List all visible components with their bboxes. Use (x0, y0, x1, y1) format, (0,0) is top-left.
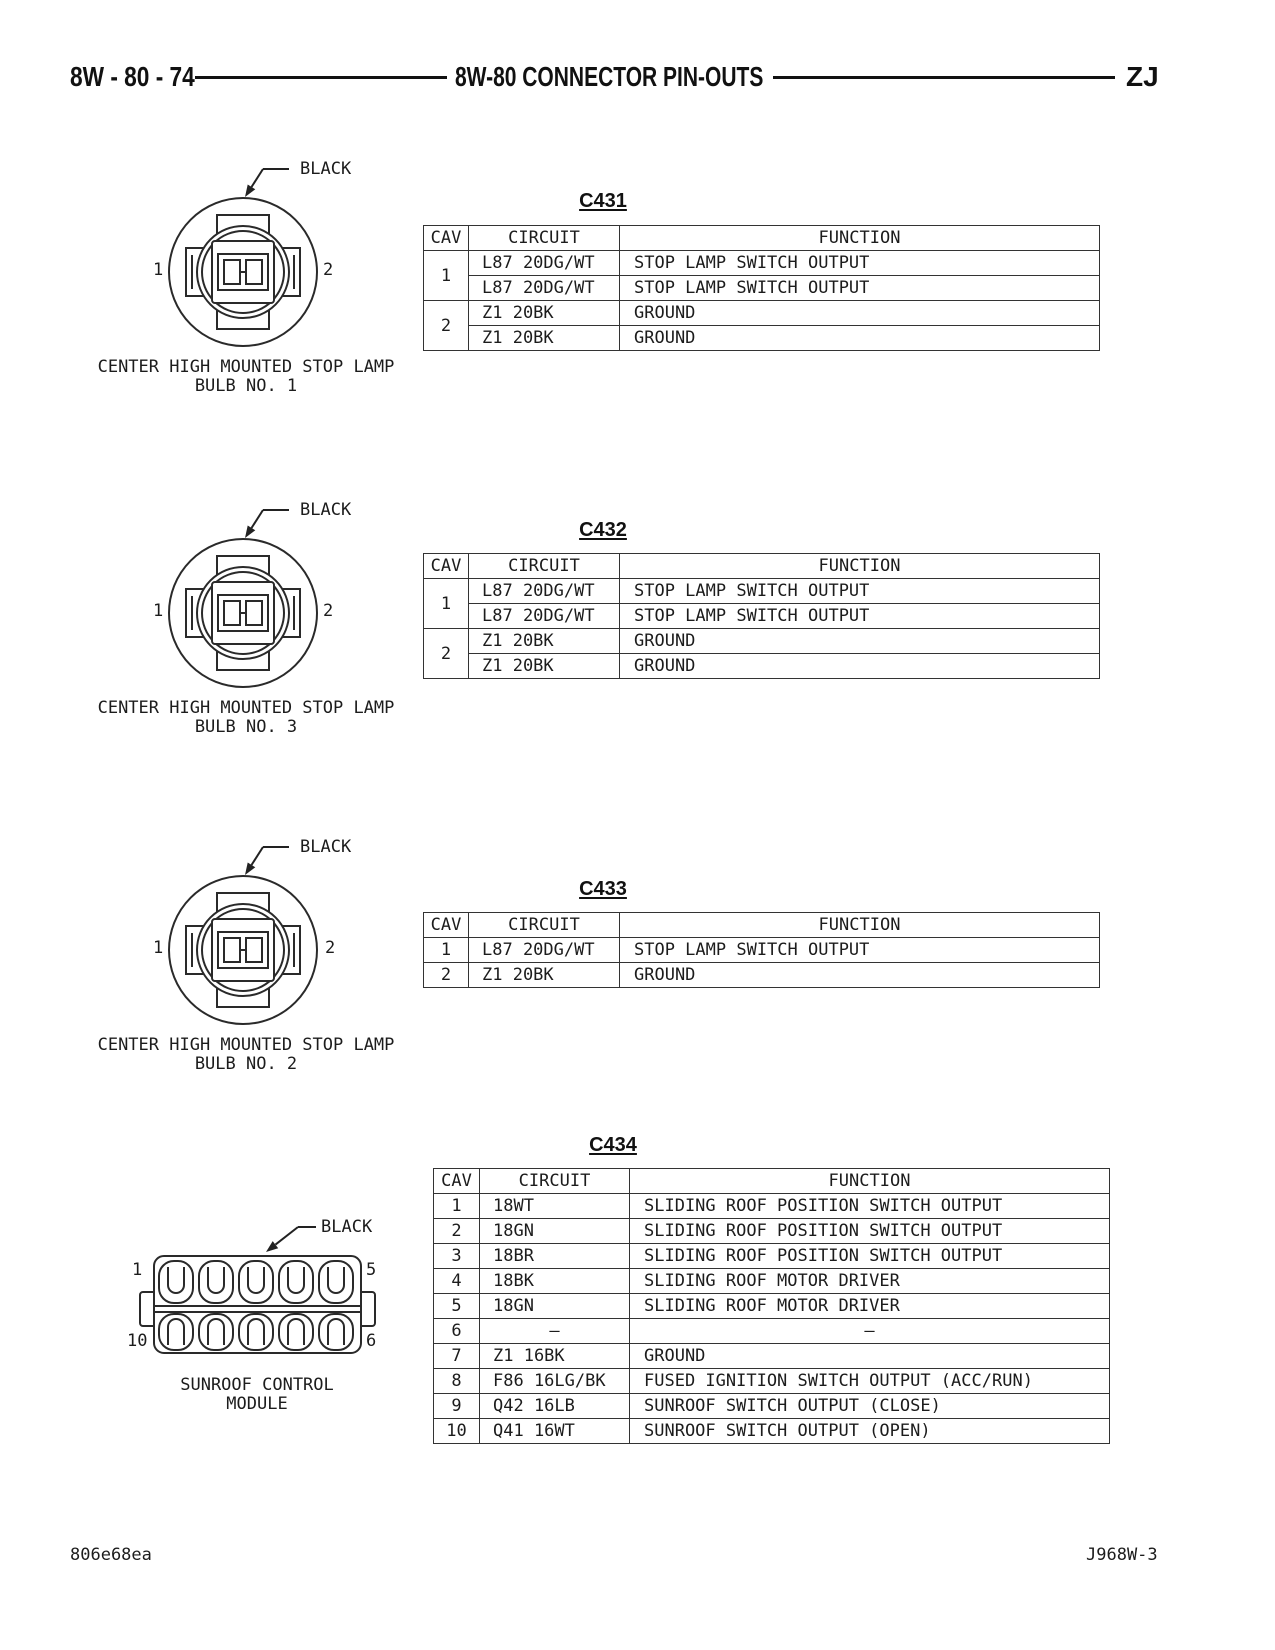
cavity (159, 1261, 193, 1303)
cav-cell: 8 (434, 1369, 480, 1394)
table-header-row (434, 1169, 1110, 1194)
circuit-cell: F86 16LG/BK (480, 1369, 630, 1394)
pin-label: 10 (127, 1331, 148, 1351)
pin-label: 2 (323, 260, 334, 280)
cav-cell: 1 (434, 1194, 480, 1219)
circuit-cell: Z1 16BK (480, 1344, 630, 1369)
function-cell: GROUND (620, 629, 1100, 654)
function-cell: SLIDING ROOF MOTOR DRIVER (630, 1269, 1110, 1294)
cav-cell: 5 (434, 1294, 480, 1319)
cav-cell: 7 (434, 1344, 480, 1369)
circuit-cell: Q42 16LB (480, 1394, 630, 1419)
table-row (434, 1369, 1110, 1394)
circuit-cell: 18WT (480, 1194, 630, 1219)
table-row (434, 1344, 1110, 1369)
table-header-row (424, 913, 1100, 938)
column-header-function: FUNCTION (620, 913, 1100, 938)
caption-line: CENTER HIGH MOUNTED STOP LAMP (97, 1035, 395, 1055)
pin-label: 5 (366, 1260, 377, 1280)
function-cell: SUNROOF SWITCH OUTPUT (OPEN) (630, 1419, 1110, 1444)
cav-cell: 2 (424, 629, 469, 679)
column-header-function: FUNCTION (620, 554, 1100, 579)
pin-label: 2 (323, 601, 334, 621)
housing-color-label: BLACK (321, 1217, 373, 1237)
table-row (424, 604, 1100, 629)
cav-cell: 3 (434, 1244, 480, 1269)
cavity (279, 1261, 313, 1303)
c432-pin-table (423, 553, 1100, 679)
function-cell: SLIDING ROOF POSITION SWITCH OUTPUT (630, 1219, 1110, 1244)
circuit-cell: – (480, 1319, 630, 1344)
cav-cell: 4 (434, 1269, 480, 1294)
page-number: 8W - 80 - 74 (70, 61, 195, 92)
table-header-row (424, 226, 1100, 251)
round-connector-housing (169, 198, 317, 346)
table-row (424, 276, 1100, 301)
column-header-circuit: CIRCUIT (469, 554, 620, 579)
table-row (424, 579, 1100, 604)
function-cell: STOP LAMP SWITCH OUTPUT (620, 251, 1100, 276)
c433-pin-table (423, 912, 1100, 988)
table-row (434, 1244, 1110, 1269)
arrow-icon (245, 847, 289, 875)
caption-line: BULB NO. 3 (194, 717, 298, 737)
table-row (434, 1219, 1110, 1244)
table-row (424, 938, 1100, 963)
column-header-cav: CAV (424, 554, 469, 579)
cav-cell: 1 (424, 251, 469, 301)
function-cell: GROUND (620, 963, 1100, 988)
table-row (424, 629, 1100, 654)
pin-label: 1 (153, 601, 164, 621)
circuit-cell: L87 20DG/WT (469, 251, 620, 276)
connector-id-title: C433 (579, 878, 627, 900)
arrow-icon (245, 510, 289, 538)
column-header-circuit: CIRCUIT (469, 913, 620, 938)
cav-cell: 6 (434, 1319, 480, 1344)
circuit-cell: 18GN (480, 1294, 630, 1319)
footer-image-code: 806e68ea (70, 1545, 152, 1565)
round-connector-housing (169, 539, 317, 687)
column-header-circuit: CIRCUIT (480, 1169, 630, 1194)
vehicle-code: ZJ (1126, 61, 1159, 92)
cav-cell: 1 (424, 579, 469, 629)
housing-color-label: BLACK (300, 837, 352, 857)
caption-line: CENTER HIGH MOUNTED STOP LAMP (97, 357, 395, 377)
pin-label: 6 (366, 1331, 377, 1351)
pin-label: 1 (153, 938, 164, 958)
cav-cell: 2 (424, 301, 469, 351)
connector-id-title: C431 (579, 190, 627, 212)
function-cell: GROUND (620, 326, 1100, 351)
function-cell: SLIDING ROOF MOTOR DRIVER (630, 1294, 1110, 1319)
function-cell: SLIDING ROOF POSITION SWITCH OUTPUT (630, 1244, 1110, 1269)
connector-caption (76, 1036, 416, 1074)
housing-color-label: BLACK (300, 500, 352, 520)
table-row (424, 963, 1100, 988)
table-row (424, 654, 1100, 679)
column-header-function: FUNCTION (630, 1169, 1110, 1194)
table-row (424, 326, 1100, 351)
function-cell: STOP LAMP SWITCH OUTPUT (620, 579, 1100, 604)
connector-id-title: C434 (589, 1134, 637, 1156)
function-cell: GROUND (620, 654, 1100, 679)
caption-line: BULB NO. 2 (194, 1054, 298, 1074)
function-cell: FUSED IGNITION SWITCH OUTPUT (ACC/RUN) (630, 1369, 1110, 1394)
table-row (434, 1319, 1110, 1344)
caption-line: CENTER HIGH MOUNTED STOP LAMP (97, 698, 395, 718)
arrow-icon (245, 169, 289, 197)
circuit-cell: L87 20DG/WT (469, 938, 620, 963)
cav-cell: 2 (424, 963, 469, 988)
pin-label: 2 (325, 938, 336, 958)
pin-label: 1 (132, 1260, 143, 1280)
function-cell: STOP LAMP SWITCH OUTPUT (620, 276, 1100, 301)
header-rule-right (773, 76, 1115, 79)
function-cell: GROUND (620, 301, 1100, 326)
table-row (434, 1419, 1110, 1444)
table-row (424, 301, 1100, 326)
circuit-cell: L87 20DG/WT (469, 579, 620, 604)
circuit-cell: 18BK (480, 1269, 630, 1294)
function-cell: SLIDING ROOF POSITION SWITCH OUTPUT (630, 1194, 1110, 1219)
cav-cell: 9 (434, 1394, 480, 1419)
pin-label: 1 (153, 260, 164, 280)
cavity (199, 1261, 233, 1303)
footer-figure-number: J968W-3 (1086, 1545, 1158, 1565)
connector-id-title: C432 (579, 519, 627, 541)
circuit-cell: Z1 20BK (469, 963, 620, 988)
column-header-function: FUNCTION (620, 226, 1100, 251)
connector-caption (76, 699, 416, 737)
page-title: 8W-80 CONNECTOR PIN-OUTS (455, 61, 764, 92)
circuit-cell: Z1 20BK (469, 326, 620, 351)
circuit-cell: 18BR (480, 1244, 630, 1269)
circuit-cell: Z1 20BK (469, 301, 620, 326)
arrow-icon (266, 1227, 316, 1252)
column-header-cav: CAV (424, 226, 469, 251)
cav-cell: 1 (424, 938, 469, 963)
c434-pin-table (433, 1168, 1110, 1444)
table-row (434, 1269, 1110, 1294)
header-rule-left (195, 76, 447, 79)
table-row (424, 251, 1100, 276)
column-header-circuit: CIRCUIT (469, 226, 620, 251)
cav-cell: 2 (434, 1219, 480, 1244)
sunroof-connector-housing (140, 1256, 375, 1353)
table-row (434, 1194, 1110, 1219)
function-cell: – (630, 1319, 1110, 1344)
function-cell: GROUND (630, 1344, 1110, 1369)
circuit-cell: L87 20DG/WT (469, 276, 620, 301)
column-header-cav: CAV (434, 1169, 480, 1194)
housing-color-label: BLACK (300, 159, 352, 179)
connector-caption (76, 358, 416, 396)
round-connector-housing (169, 876, 317, 1024)
caption-line: MODULE (226, 1394, 288, 1414)
circuit-cell: Z1 20BK (469, 629, 620, 654)
function-cell: STOP LAMP SWITCH OUTPUT (620, 604, 1100, 629)
connector-caption (87, 1376, 427, 1414)
circuit-cell: Q41 16WT (480, 1419, 630, 1444)
caption-line: SUNROOF CONTROL (180, 1375, 334, 1395)
table-header-row (424, 554, 1100, 579)
column-header-cav: CAV (424, 913, 469, 938)
table-row (434, 1294, 1110, 1319)
circuit-cell: 18GN (480, 1219, 630, 1244)
circuit-cell: Z1 20BK (469, 654, 620, 679)
circuit-cell: L87 20DG/WT (469, 604, 620, 629)
cavity (319, 1261, 353, 1303)
cavity (239, 1261, 273, 1303)
function-cell: STOP LAMP SWITCH OUTPUT (620, 938, 1100, 963)
function-cell: SUNROOF SWITCH OUTPUT (CLOSE) (630, 1394, 1110, 1419)
c431-pin-table (423, 225, 1100, 351)
table-row (434, 1394, 1110, 1419)
caption-line: BULB NO. 1 (194, 376, 298, 396)
cav-cell: 10 (434, 1419, 480, 1444)
